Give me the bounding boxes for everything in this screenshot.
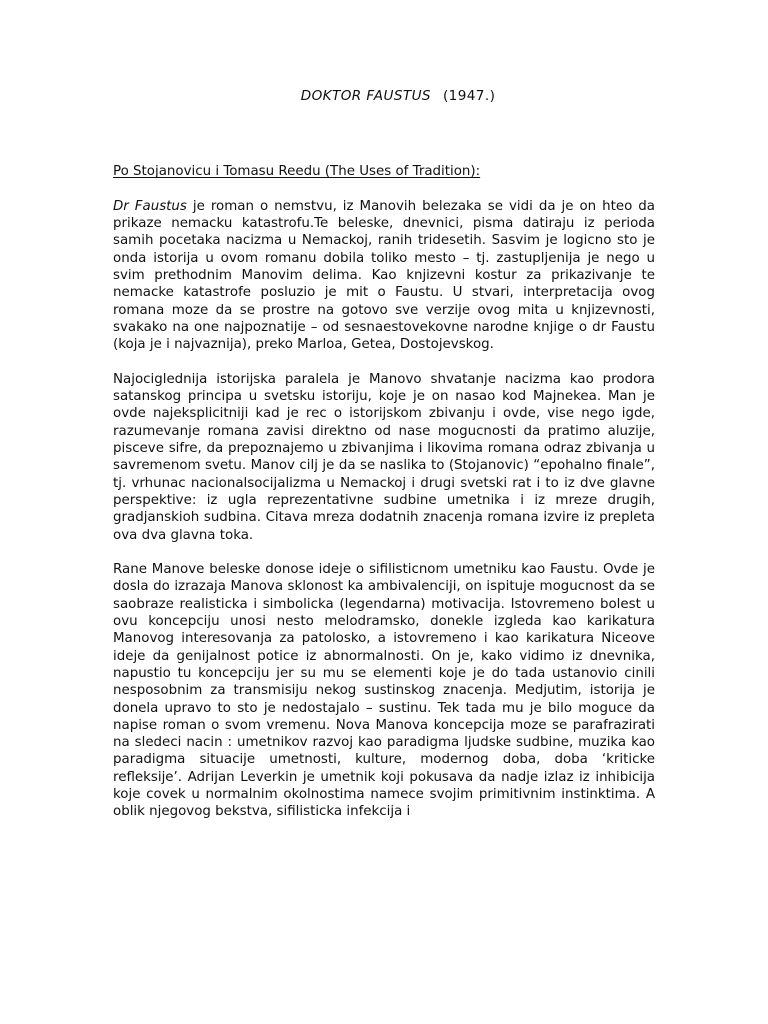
paragraph-3: Rane Manove beleske donose ideje o sifilisticnom umetniku kao Faustu. Ovde je dosla do izrazaja Manova sklonost ka ambivalenciji, on ispituje mogucnost da se saobraze realisticka i simbolicka (legendarna) motivacija. Istovremeno bolest u ovu koncepciju unosi nesto melodramsko, donekle izgleda kao karikatura Manovog interesovanja za patolosko, a istovremeno i kao karikatura Niceove ideje da genijalnost potice iz abnormalnosti. On je, kako vidimo iz dnevnika, napustio tu koncepciju jer su mu se elementi koje je do tada ustanovio cinili nesposobnim za transmisiju nekog sustinskog znacenja. Medjutim, istorija je donela upravo to sto je nedostajalo – sustinu. Tek tada mu je bilo moguce da napise roman o svom vremenu. Nova Manova koncepcija moze se parafrazirati na sledeci nacin : umetnikov razvoj kao paradigma ljudske sudbine, muzika kao paradigma situacije umetnosti, kulture, modernog doba, doba ‘kriticke refleksije’. Adrijan Leverkin je umetnik koji pokusava da nadje izlaz iz inhibicija koje covek u normalnim okolnostima namece svojim primitivnim instinktima. A oblik njegovog bekstva, sifilisticka infekcija i <box>113 562 655 820</box>
paragraph-1-lead: Dr Faustus <box>113 198 187 214</box>
paragraph-2: Najociglednija istorijska paralela je Manovo shvatanje nacizma kao prodora satanskog principa u svetsku istoriju, koje je on nasao kod Majnekea. Man je ovde najeksplicitniji kad je rec o istorijskom zbivanju i ovde, vise nego igde, razumevanje romana zavisi direktno od nase mogucnosti da pratimo aluzije, pisceve sifre, da prepoznajemo u zbivanjima i likovima romana odraz zbivanja u savremenom svetu. Manov cilj je da se naslika to (Stojanovic) “epohalno finale”, tj. vrhunac nacionalsocijalizma u Nemackoj i drugi svetski rat i to iz dve glavne perspektive: iz ugla reprezentativne sudbine umetnika i iz mreze drugih, gradjanskioh sudbina. Citava mreza dodatnih znacenja romana izvire iz prepleta ova dva glavna toka. <box>113 371 655 543</box>
document-title <box>113 88 655 105</box>
document-page <box>113 88 655 838</box>
source-line: Po Stojanovicu i Tomasu Reedu (The Uses of Tradition): <box>113 164 481 180</box>
title-year: (1947.) <box>442 88 496 104</box>
paragraph-1-text: je roman o nemstvu, iz Manovih belezaka se vidi da je on hteo da prikaze nemacku katastrofu.Te beleske, dnevnici, pisma datiraju iz perioda samih pocetaka nacizma u Nemackoj, ranih tridesetih. Sasvim je logicno sto je onda istorija u ovom romanu dobila toliko mesto – tj. zastupljenija je nego u svim prethodnim Manovim delima. Kao knjizevni kostur za prikazivanje te nemacke katastrofe posluzio je mit o Faustu. U stvari, interpretacija ovog romana moze da se prostre na gotovo sve verzije ovog mita u knjizevnosti, svakako na one najpoznatije – od sesnaestovekovne narodne knjige o dr Faustu (koja je i najvaznija), preko Marloa, Getea, Dostojevskog. <box>113 198 655 353</box>
title-text: DOKTOR FAUSTUS <box>300 88 431 104</box>
paragraph-1 <box>113 198 655 354</box>
